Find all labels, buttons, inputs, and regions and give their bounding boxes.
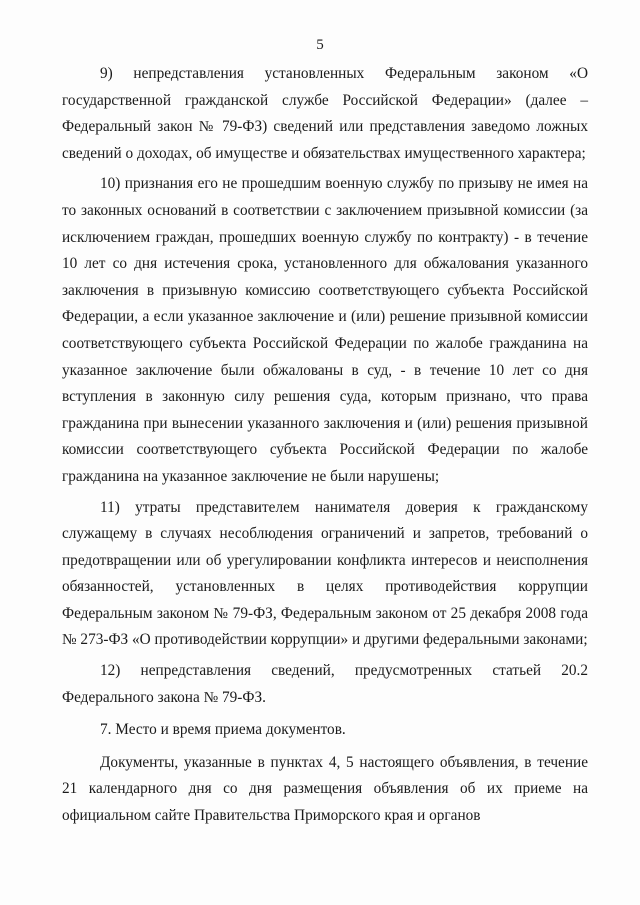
paragraph-item-12: 12) непредставления сведений, предусмотренных статьей 20.2 Федерального закона № 79-ФЗ. [62, 662, 588, 706]
paragraph-item-9: 9) непредставления установленных Федеральным законом «О государственной гражданской службе Российской Федерации» (далее – Федеральный закон № 79-ФЗ) сведений или представления заведомо ложных сведений о доходах, об имуществе и обязательствах имущественного характера; [62, 65, 588, 162]
page-number: 5 [316, 37, 324, 53]
paragraph-item-10: 10) признания его не прошедшим военную службу по призыву не имея на то законных оснований в соответствии с заключением призывной комиссии (за исключением граждан, прошедших военную службу по контракту) - в течение 10 лет со дня истечения срока, установленного для обжалования указанного заключения в призывную комиссию соответствующего субъекта Российской Федерации, а если указанное заключение и (или) решение призывной комиссии соответствующего субъекта Российской Федерации по жалобе гражданина на указанное заключение были обжалованы в суд, - в течение 10 лет со дня вступления в законную силу решения суда, которым признано, что права гражданина при вынесении указанного заключения и (или) решения призывной комиссии соответствующего субъекта Российской Федерации по жалобе гражданина на указанное заключение не были нарушены; [62, 175, 588, 485]
paragraph-documents: Документы, указанные в пунктах 4, 5 настоящего объявления, в течение 21 календарного дня со дня размещения объявления об их приеме на официальном сайте Правительства Приморского края и органов [62, 753, 588, 825]
document-body [62, 61, 588, 830]
paragraph-item-11: 11) утраты представителем нанимателя доверия к гражданскому служащему в случаях несоблюдения ограничений и запретов, требований о предотвращении или об урегулировании конфликта интересов и неисполнения обязанностей, установленных в целях противодействия коррупции Федеральным законом № 79-ФЗ, Федеральным законом от 25 декабря 2008 года № 273-ФЗ «О противодействии коррупции» и другими федеральными законами; [62, 498, 588, 649]
section-heading-7: 7. Место и время приема документов. [100, 721, 346, 739]
